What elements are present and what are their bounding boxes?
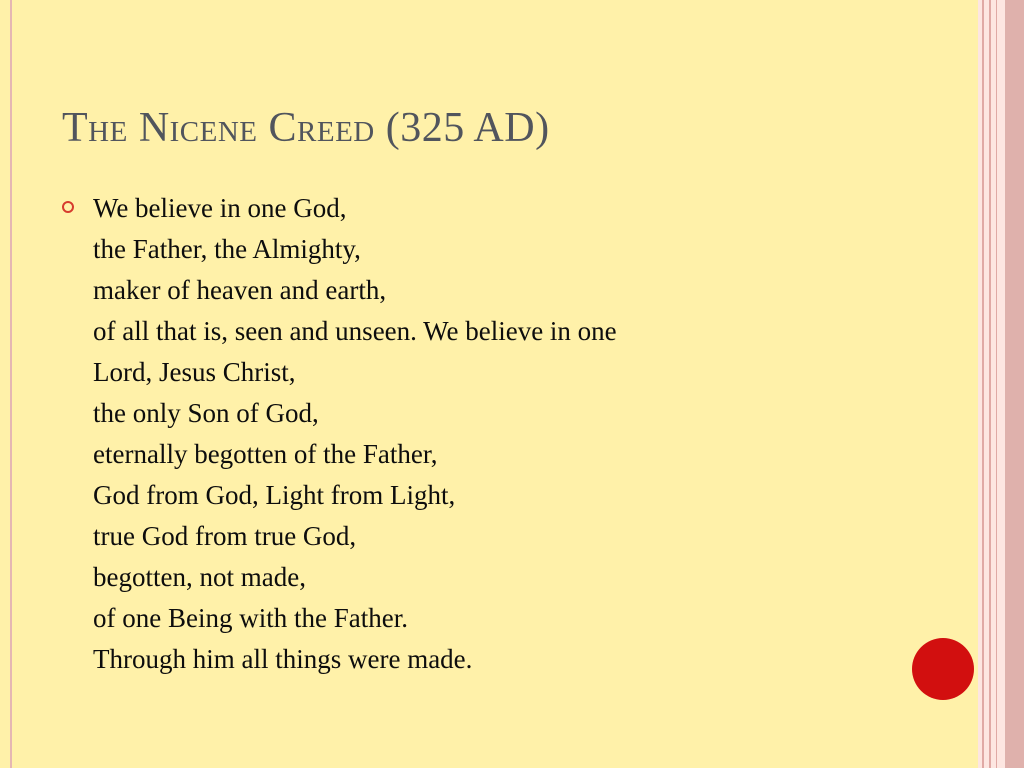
creed-line: the only Son of God, xyxy=(93,398,319,428)
creed-line: of one Being with the Father. xyxy=(93,603,408,633)
creed-line: true God from true God, xyxy=(93,521,357,551)
creed-line: God from God, Light from Light, xyxy=(93,480,456,510)
slide-body xyxy=(62,188,932,680)
right-decorative-border xyxy=(978,0,1024,768)
creed-line: eternally begotten of the Father, xyxy=(93,439,438,469)
creed-line: Through him all things were made. xyxy=(93,644,473,674)
creed-line: Lord, Jesus Christ, xyxy=(93,357,296,387)
border-line xyxy=(982,0,984,768)
border-band xyxy=(1005,0,1024,768)
creed-line: of all that is, seen and unseen. We believe in one xyxy=(93,316,617,346)
border-line xyxy=(989,0,991,768)
creed-line: the Father, the Almighty, xyxy=(93,234,361,264)
border-line xyxy=(996,0,997,768)
creed-text xyxy=(93,188,932,680)
creed-line: We believe in one God, xyxy=(93,193,347,223)
red-circle-icon xyxy=(912,638,974,700)
hollow-circle-bullet-icon xyxy=(62,201,74,213)
creed-line: maker of heaven and earth, xyxy=(93,275,387,305)
creed-line: begotten, not made, xyxy=(93,562,306,592)
left-border-rule xyxy=(10,0,12,768)
slide-title: The Nicene Creed (325 AD) xyxy=(62,105,550,151)
